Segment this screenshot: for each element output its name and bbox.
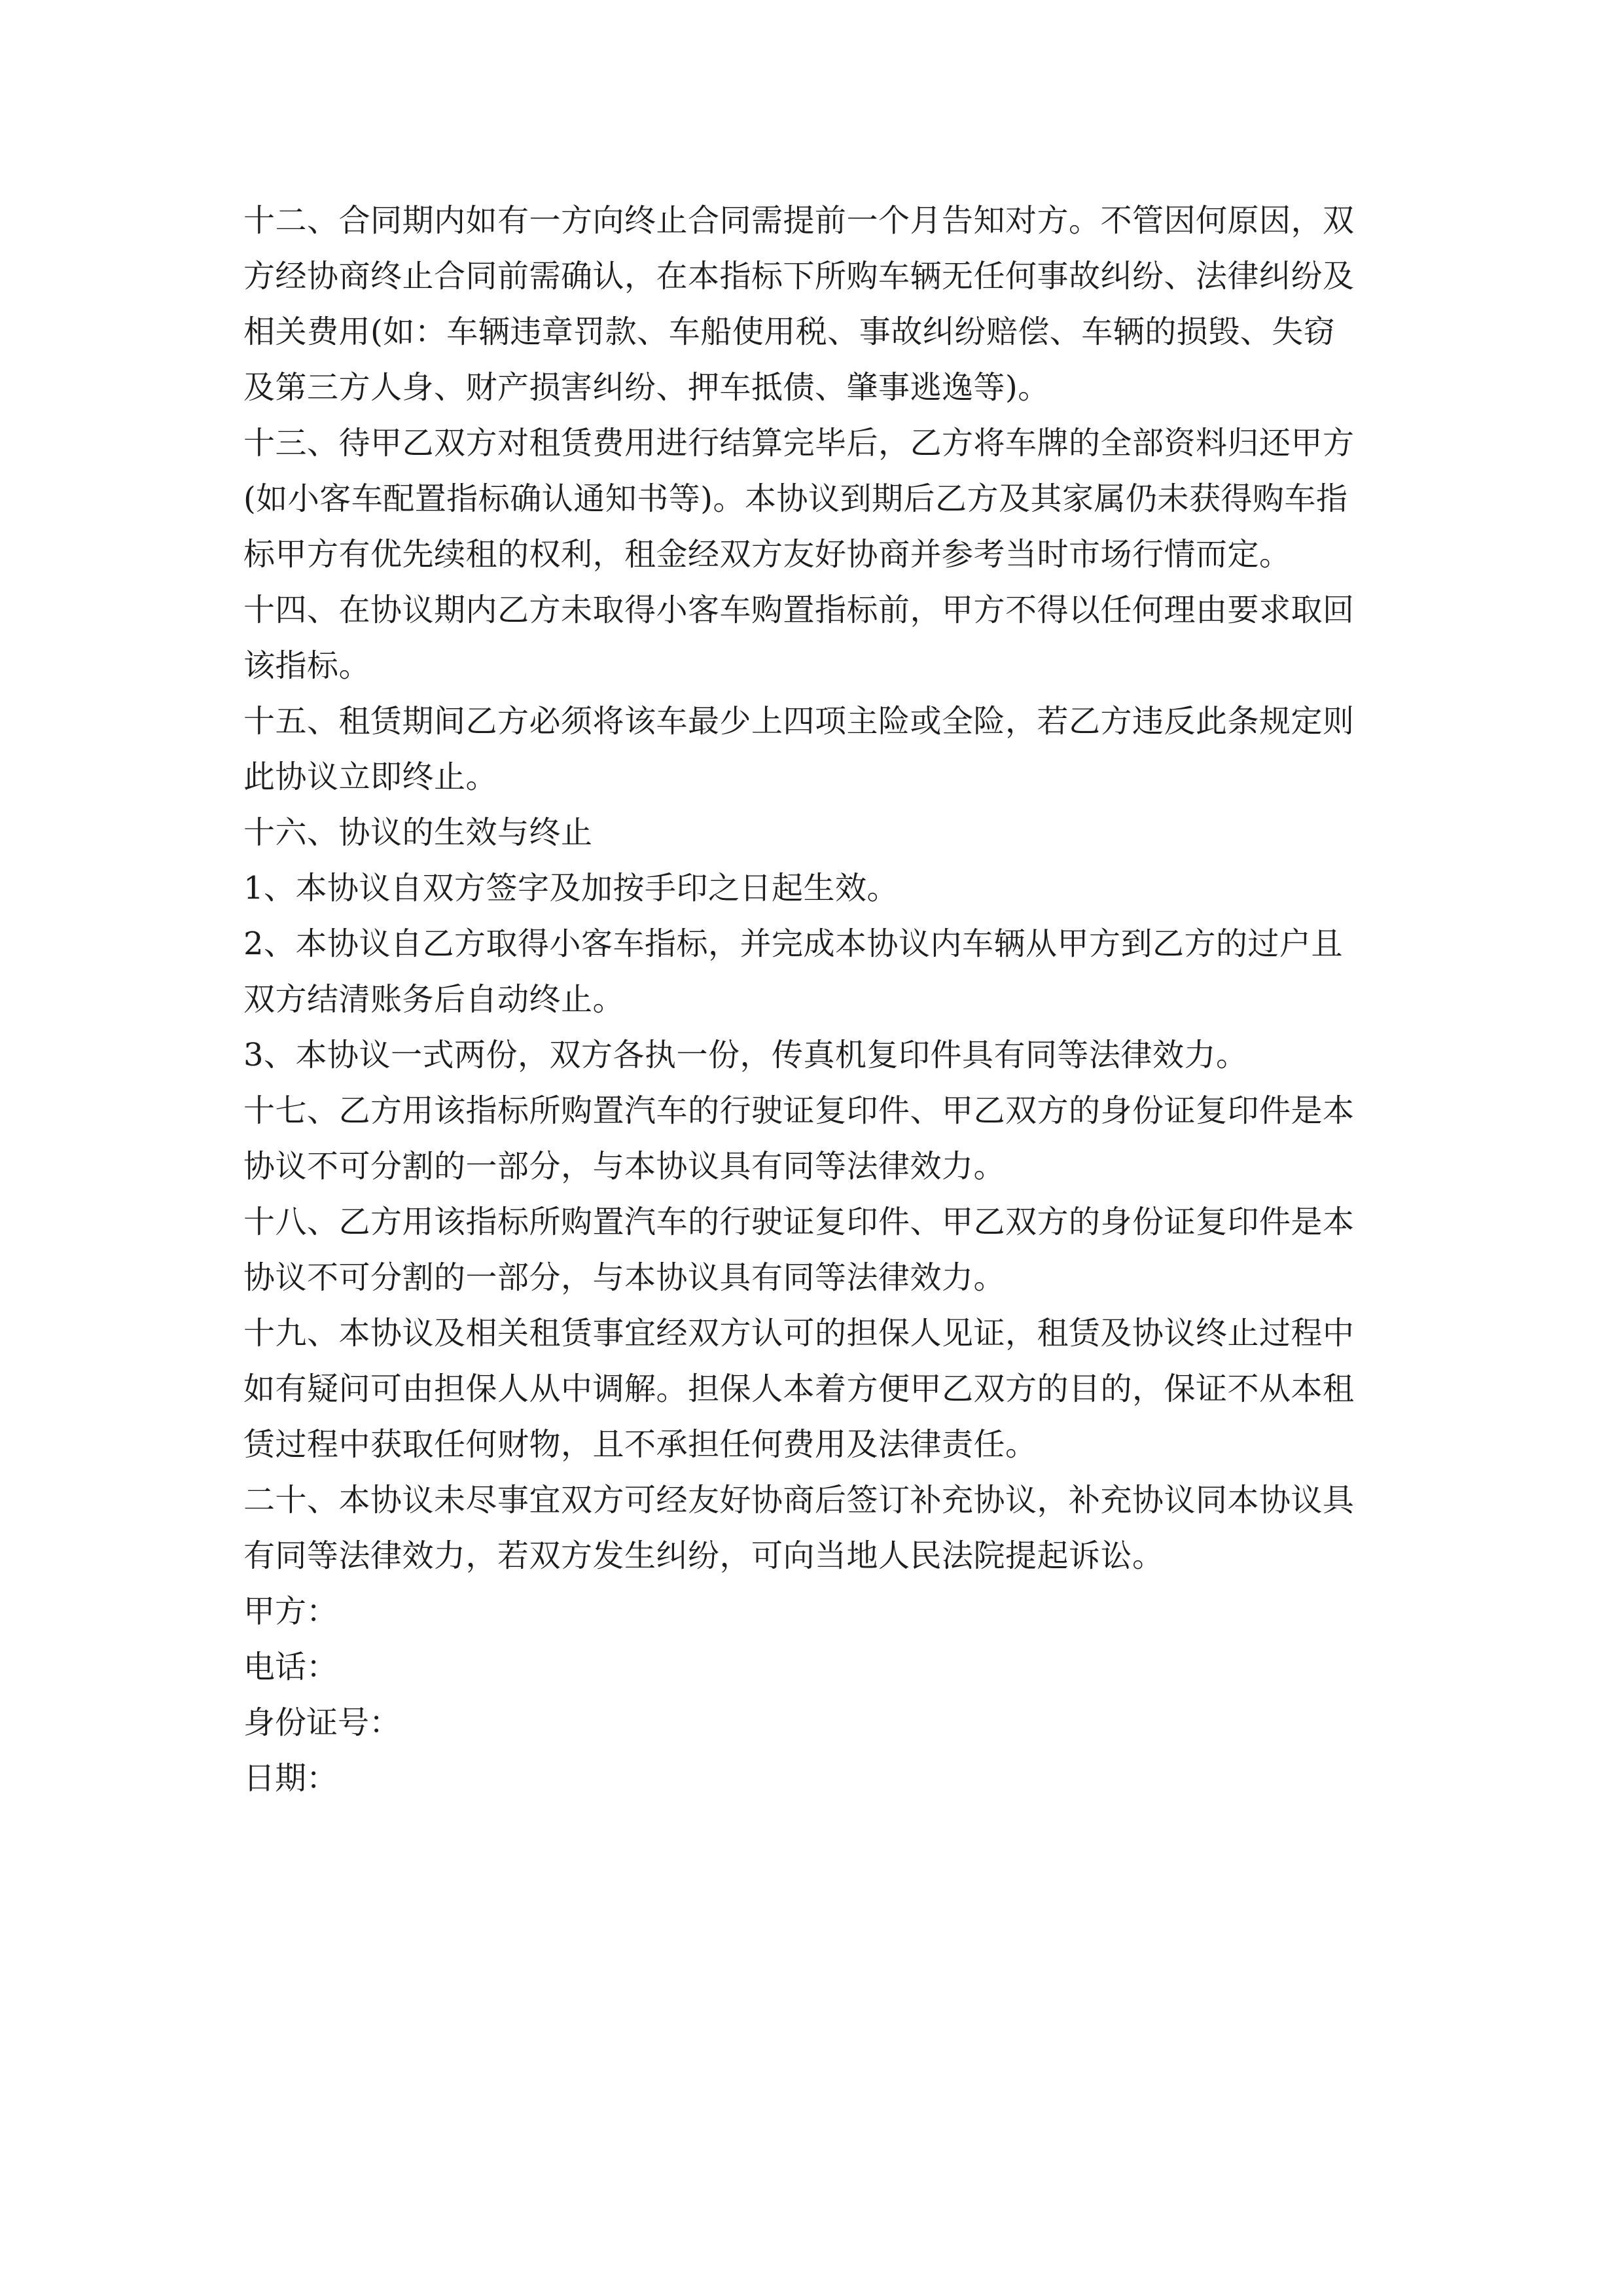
text-line: 协议不可分割的一部分，与本协议具有同等法律效力。 [243, 1148, 1006, 1185]
party-a-label: 甲方： [243, 1593, 338, 1630]
clause-13 [243, 416, 1395, 583]
text-line: 十八、乙方用该指标所购置汽车的行驶证复印件、甲乙双方的身份证复印件是本 [243, 1204, 1355, 1240]
clause-16-3 [243, 1028, 1395, 1083]
text-line: 1、本协议自双方签字及加按手印之日起生效。 [243, 870, 899, 906]
text-line: (如小客车配置指标确认通知书等)。本协议到期后乙方及其家属仍未获得购车指 [243, 480, 1348, 517]
clause-19 [243, 1306, 1395, 1473]
text-line: 十六、协议的生效与终止 [243, 814, 593, 851]
text-line: 2、本协议自乙方取得小客车指标，并完成本协议内车辆从甲方到乙方的过户且 [243, 925, 1344, 962]
clause-12 [243, 193, 1395, 416]
clause-16-1 [243, 861, 1395, 916]
text-line: 十五、租赁期间乙方必须将该车最少上四项主险或全险，若乙方违反此条规定则 [243, 703, 1355, 740]
document-body [243, 193, 1395, 1806]
text-line: 标甲方有优先续租的权利，租金经双方友好协商并参考当时市场行情而定。 [243, 536, 1291, 573]
text-line: 十七、乙方用该指标所购置汽车的行驶证复印件、甲乙双方的身份证复印件是本 [243, 1092, 1355, 1129]
text-line: 方经协商终止合同前需确认，在本指标下所购车辆无任何事故纠纷、法律纠纷及 [243, 258, 1355, 295]
text-line: 3、本协议一式两份，双方各执一份，传真机复印件具有同等法律效力。 [243, 1037, 1248, 1073]
clause-16-heading [243, 805, 1395, 861]
text-line: 十四、在协议期内乙方未取得小客车购置指标前，甲方不得以任何理由要求取回 [243, 592, 1355, 628]
text-line: 相关费用(如：车辆违章罚款、车船使用税、事故纠纷赔偿、车辆的损毁、失窃 [243, 314, 1336, 350]
clause-15 [243, 694, 1395, 805]
text-line: 及第三方人身、财产损害纠纷、押车抵债、肇事逃逸等)。 [243, 369, 1050, 406]
text-line: 如有疑问可由担保人从中调解。担保人本着方便甲乙双方的目的，保证不从本租 [243, 1371, 1355, 1407]
clause-17 [243, 1083, 1395, 1194]
clause-18 [243, 1194, 1395, 1306]
signature-block [243, 1584, 1395, 1806]
text-line: 二十、本协议未尽事宜双方可经友好协商后签订补充协议，补充协议同本协议具 [243, 1482, 1355, 1518]
text-line: 该指标。 [243, 647, 371, 684]
text-line: 赁过程中获取任何财物，且不承担任何费用及法律责任。 [243, 1426, 1037, 1463]
clause-20 [243, 1473, 1395, 1584]
text-line: 双方结清账务后自动终止。 [243, 981, 625, 1018]
phone-label: 电话： [243, 1649, 338, 1685]
clause-16-2 [243, 916, 1395, 1028]
text-line: 十二、合同期内如有一方向终止合同需提前一个月告知对方。不管因何原因，双 [243, 202, 1355, 239]
text-line: 十三、待甲乙双方对租赁费用进行结算完毕后，乙方将车牌的全部资料归还甲方 [243, 425, 1355, 461]
date-label: 日期： [243, 1760, 338, 1797]
clause-14 [243, 583, 1395, 694]
text-line: 此协议立即终止。 [243, 759, 498, 795]
text-line: 有同等法律效力，若双方发生纠纷，可向当地人民法院提起诉讼。 [243, 1537, 1164, 1574]
id-number-label: 身份证号： [243, 1704, 401, 1741]
text-line: 十九、本协议及相关租赁事宜经双方认可的担保人见证，租赁及协议终止过程中 [243, 1315, 1355, 1352]
text-line: 协议不可分割的一部分，与本协议具有同等法律效力。 [243, 1259, 1006, 1296]
